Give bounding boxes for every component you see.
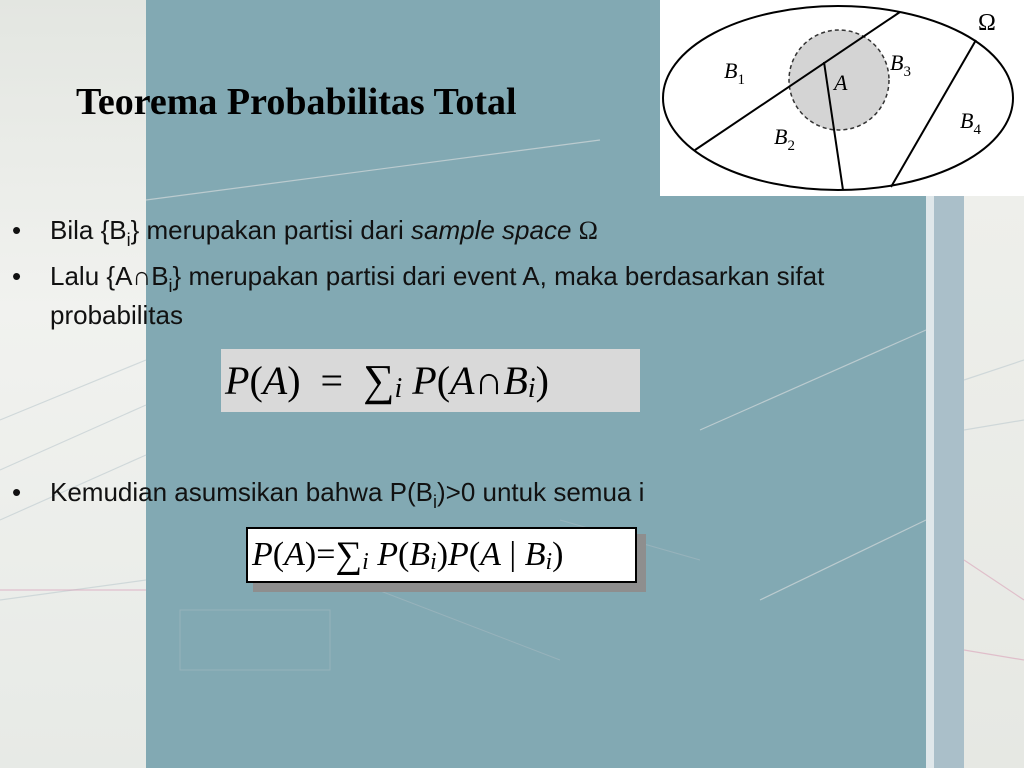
partition-b4-label: $B_4$ bbox=[960, 108, 981, 138]
bullet-icon: • bbox=[12, 261, 22, 291]
partition-b1-label: $B_1$ bbox=[724, 58, 745, 88]
bullet-icon: • bbox=[12, 477, 22, 507]
partition-b2-label: $B_2$ bbox=[774, 124, 795, 154]
omega-label: Ω bbox=[978, 10, 996, 36]
total-probability-formula: P ( A ) = ∑ i P ( A ∩ B i ) bbox=[221, 349, 640, 412]
bullet-icon: • bbox=[12, 215, 22, 245]
partition-diagram bbox=[660, 0, 1024, 196]
region-a-label: A bbox=[834, 70, 848, 95]
slide-title: Teorema Probabilitas Total bbox=[76, 81, 517, 123]
conditional-total-probability-formula: P ( A ) = ∑ i P ( B i ) P ( A | B i ) bbox=[246, 527, 637, 583]
partition-b3-label: $B_3$ bbox=[890, 50, 911, 80]
